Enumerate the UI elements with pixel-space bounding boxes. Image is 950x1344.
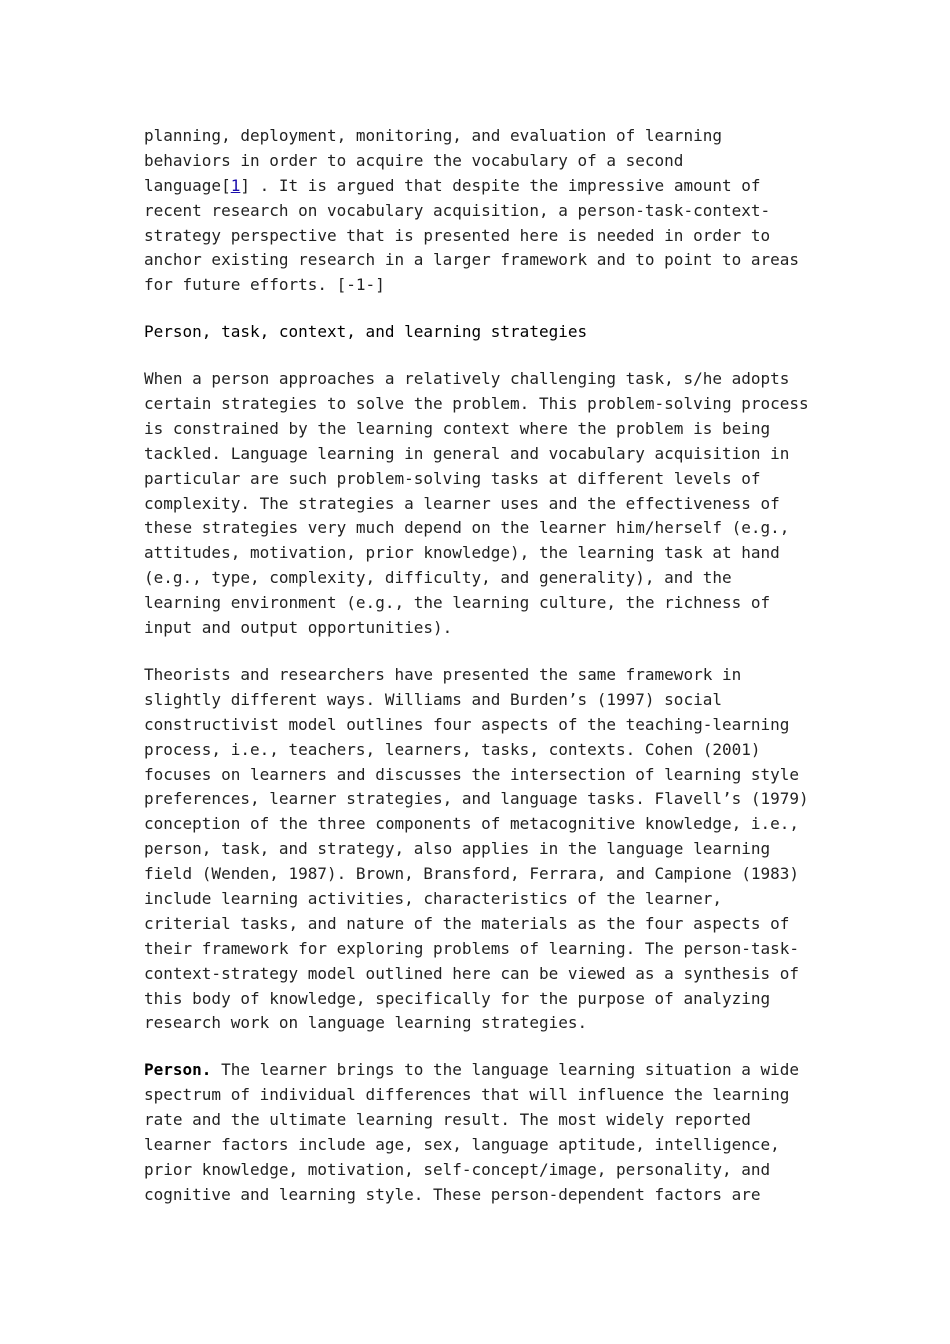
- text-line: their framework for exploring problems of learning. The person-task-: [144, 938, 800, 958]
- text-line: slightly different ways. Williams and Burden’s (1997) social: [144, 689, 722, 709]
- text-line: When a person approaches a relatively challenging task, s/he adopts: [144, 369, 790, 389]
- text-line: process, i.e., teachers, learners, tasks, contexts. Cohen (2001): [144, 739, 761, 759]
- text-line: criterial tasks, and nature of the materials as the four aspects of: [144, 913, 790, 933]
- text-line: [144, 174, 824, 199]
- text-line: research work on language learning strategies.: [144, 1013, 588, 1033]
- text-line: include learning activities, characteristics of the learner,: [144, 888, 722, 908]
- document-page: [144, 124, 824, 1208]
- reference-link-1[interactable]: 1: [230, 175, 241, 195]
- text-line: complexity. The strategies a learner uses and the effectiveness of: [144, 493, 780, 513]
- section-heading: Person, task, context, and learning strategies: [144, 322, 588, 342]
- text-line: planning, deployment, monitoring, and evaluation of learning: [144, 126, 722, 145]
- text-line: focuses on learners and discusses the intersection of learning style: [144, 764, 800, 784]
- text-segment: The learner brings to the language learning situation a wide: [211, 1060, 800, 1080]
- text-line: behaviors in order to acquire the vocabulary of a second: [144, 150, 684, 170]
- text-line: context-strategy model outlined here can be viewed as a synthesis of: [144, 963, 800, 983]
- text-line: learner factors include age, sex, language aptitude, intelligence,: [144, 1134, 780, 1154]
- text-line: prior knowledge, motivation, self-concept/image, personality, and: [144, 1159, 771, 1179]
- text-line: cognitive and learning style. These person-dependent factors are: [144, 1184, 761, 1204]
- paragraph-person: [144, 1058, 824, 1207]
- text-line: spectrum of individual differences that will influence the learning: [144, 1085, 790, 1105]
- text-line: (e.g., type, complexity, difficulty, and generality), and the: [144, 568, 732, 588]
- text-segment: ] . It is argued that despite the impressive amount of: [240, 175, 761, 195]
- text-line: constructivist model outlines four aspects of the teaching-learning: [144, 714, 790, 734]
- text-line: is constrained by the learning context where the problem is being: [144, 418, 771, 438]
- text-line: preferences, learner strategies, and language tasks. Flavell’s (1979): [144, 789, 809, 809]
- text-line: input and output opportunities).: [144, 618, 453, 638]
- text-line: rate and the ultimate learning result. The most widely reported: [144, 1110, 751, 1130]
- text-line: certain strategies to solve the problem. This problem-solving process: [144, 394, 809, 414]
- text-line: learning environment (e.g., the learning culture, the richness of: [144, 593, 771, 613]
- text-line: anchor existing research in a larger framework and to point to areas: [144, 250, 800, 270]
- text-line: tackled. Language learning in general and vocabulary acquisition in: [144, 443, 790, 463]
- text-line: Theorists and researchers have presented the same framework in: [144, 664, 742, 684]
- text-line: person, task, and strategy, also applies in the language learning: [144, 839, 771, 859]
- text-line: strategy perspective that is presented here is needed in order to: [144, 225, 771, 245]
- text-line: this body of knowledge, specifically for the purpose of analyzing: [144, 988, 771, 1008]
- paragraph-person-task-context: [144, 367, 824, 641]
- text-segment: language[: [144, 175, 231, 195]
- text-line: field (Wenden, 1987). Brown, Bransford, Ferrara, and Campione (1983): [144, 864, 800, 884]
- text-line: [144, 1058, 824, 1083]
- text-line: recent research on vocabulary acquisition, a person-task-context-: [144, 200, 771, 220]
- text-line: attitudes, motivation, prior knowledge), the learning task at hand: [144, 543, 780, 563]
- text-line: conception of the three components of metacognitive knowledge, i.e.,: [144, 814, 800, 834]
- runin-heading-person: Person.: [144, 1060, 212, 1080]
- text-line: for future efforts. [-1-]: [144, 275, 385, 295]
- text-line: these strategies very much depend on the learner him/herself (e.g.,: [144, 518, 790, 538]
- text-line: particular are such problem-solving tasks at different levels of: [144, 468, 761, 488]
- paragraph-theorists: [144, 663, 824, 1036]
- paragraph-intro: [144, 124, 824, 298]
